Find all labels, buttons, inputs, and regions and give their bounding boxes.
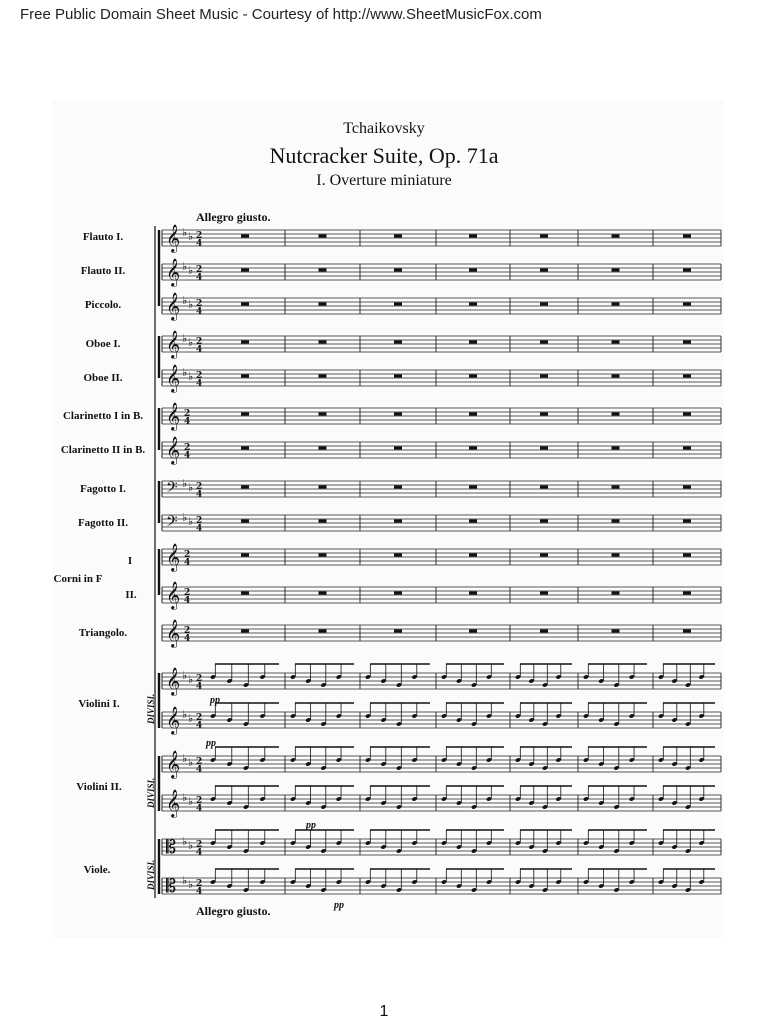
time-signature-denominator: 4: [196, 307, 203, 317]
whole-rest-icon: [469, 630, 477, 633]
flat-icon: ♭: [182, 294, 188, 307]
dynamic-violini-1-a: pp: [210, 695, 220, 706]
whole-rest-icon: [612, 341, 620, 344]
time-signature-numerator: 2: [184, 588, 191, 598]
composer: Tchaikovsky: [343, 120, 425, 137]
whole-rest-icon: [469, 486, 477, 489]
whole-rest-icon: [540, 269, 548, 272]
whole-rest-icon: [683, 341, 691, 344]
treble-clef-icon: 𝄞: [166, 224, 181, 252]
flat-icon: ♭: [182, 511, 188, 524]
whole-rest-icon: [319, 341, 327, 344]
whole-rest-icon: [612, 235, 620, 238]
whole-rest-icon: [540, 447, 548, 450]
whole-rest-icon: [469, 235, 477, 238]
whole-rest-icon: [394, 486, 402, 489]
time-signature-denominator: 4: [184, 558, 191, 568]
time-signature-denominator: 4: [184, 451, 191, 461]
time-signature-denominator: 4: [196, 273, 203, 283]
flat-icon: ♭: [188, 878, 194, 891]
whole-rest-icon: [469, 341, 477, 344]
whole-rest-icon: [394, 269, 402, 272]
time-signature-numerator: 2: [196, 674, 203, 684]
treble-clef-icon: 𝄞: [166, 667, 181, 695]
whole-rest-icon: [540, 554, 548, 557]
instrument-label-clarinetto-1: Clarinetto I in B.: [62, 410, 144, 422]
dynamic-viole-b: pp: [334, 900, 344, 911]
treble-clef-icon: 𝄞: [166, 543, 181, 571]
alto-clef-icon: 𝄡: [166, 876, 177, 897]
whole-rest-icon: [241, 486, 249, 489]
whole-rest-icon: [319, 413, 327, 416]
time-signature-numerator: 2: [196, 796, 203, 806]
flat-icon: ♭: [182, 260, 188, 273]
whole-rest-icon: [540, 520, 548, 523]
whole-rest-icon: [612, 520, 620, 523]
whole-rest-icon: [319, 592, 327, 595]
whole-rest-icon: [612, 413, 620, 416]
whole-rest-icon: [394, 235, 402, 238]
instrument-label-fagotto-1: Fagotto I.: [80, 483, 126, 495]
whole-rest-icon: [540, 413, 548, 416]
whole-rest-icon: [612, 554, 620, 557]
whole-rest-icon: [319, 375, 327, 378]
time-signature-denominator: 4: [196, 379, 203, 389]
whole-rest-icon: [394, 447, 402, 450]
whole-rest-icon: [319, 554, 327, 557]
whole-rest-icon: [394, 592, 402, 595]
whole-rest-icon: [612, 375, 620, 378]
whole-rest-icon: [394, 554, 402, 557]
whole-rest-icon: [241, 447, 249, 450]
treble-clef-icon: 𝄞: [166, 436, 181, 464]
whole-rest-icon: [683, 303, 691, 306]
whole-rest-icon: [469, 447, 477, 450]
flat-icon: ♭: [188, 481, 194, 494]
whole-rest-icon: [241, 413, 249, 416]
flat-icon: ♭: [182, 226, 188, 239]
time-signature-numerator: 2: [196, 482, 203, 492]
instrument-label-clarinetto-2: Clarinetto II in B.: [60, 444, 146, 456]
flat-icon: ♭: [182, 752, 188, 765]
source-header: Free Public Domain Sheet Music - Courtesy of http://www.SheetMusicFox.com: [20, 6, 542, 23]
time-signature-numerator: 2: [196, 265, 203, 275]
instrument-label-corni: Corni in F: [53, 573, 103, 585]
flat-icon: ♭: [182, 477, 188, 490]
whole-rest-icon: [683, 486, 691, 489]
treble-clef-icon: 𝄞: [166, 750, 181, 778]
whole-rest-icon: [319, 447, 327, 450]
flat-icon: ♭: [182, 669, 188, 682]
whole-rest-icon: [241, 303, 249, 306]
whole-rest-icon: [469, 554, 477, 557]
bass-clef-icon: 𝄢: [166, 479, 178, 500]
time-signature-numerator: 2: [196, 299, 203, 309]
whole-rest-icon: [319, 630, 327, 633]
instrument-label-flauto-1: Flauto I.: [82, 231, 124, 243]
whole-rest-icon: [319, 520, 327, 523]
whole-rest-icon: [241, 269, 249, 272]
whole-rest-icon: [683, 520, 691, 523]
treble-clef-icon: 𝄞: [166, 292, 181, 320]
instrument-label-flauto-2: Flauto II.: [80, 265, 126, 277]
whole-rest-icon: [612, 303, 620, 306]
whole-rest-icon: [612, 447, 620, 450]
time-signature-numerator: 2: [196, 879, 203, 889]
treble-clef-icon: 𝄞: [166, 258, 181, 286]
whole-rest-icon: [394, 341, 402, 344]
time-signature-numerator: 2: [196, 371, 203, 381]
time-signature-denominator: 4: [196, 721, 203, 731]
treble-clef-icon: 𝄞: [166, 789, 181, 817]
time-signature-numerator: 2: [196, 757, 203, 767]
time-signature-numerator: 2: [196, 231, 203, 241]
whole-rest-icon: [540, 486, 548, 489]
flat-icon: ♭: [188, 839, 194, 852]
whole-rest-icon: [241, 341, 249, 344]
flat-icon: ♭: [188, 264, 194, 277]
whole-rest-icon: [540, 235, 548, 238]
whole-rest-icon: [683, 413, 691, 416]
instrument-label-oboe-2: Oboe II.: [83, 372, 123, 384]
flat-icon: ♭: [182, 366, 188, 379]
instrument-label-oboe-1: Oboe I.: [85, 338, 121, 350]
instrument-label-fagotto-2: Fagotto II.: [77, 517, 129, 529]
treble-clef-icon: 𝄞: [166, 364, 181, 392]
treble-clef-icon: 𝄞: [166, 581, 181, 609]
whole-rest-icon: [319, 235, 327, 238]
whole-rest-icon: [612, 630, 620, 633]
flat-icon: ♭: [182, 835, 188, 848]
time-signature-denominator: 4: [184, 417, 191, 427]
whole-rest-icon: [612, 486, 620, 489]
whole-rest-icon: [394, 303, 402, 306]
whole-rest-icon: [469, 375, 477, 378]
divisi-label-violini-1: DIVISI.: [146, 693, 156, 724]
time-signature-denominator: 4: [184, 634, 191, 644]
flat-icon: ♭: [188, 756, 194, 769]
instrument-label-violini-2: Violini II.: [76, 781, 122, 793]
dynamic-violini-1-b: pp: [206, 738, 216, 749]
whole-rest-icon: [683, 630, 691, 633]
time-signature-numerator: 2: [196, 840, 203, 850]
tempo-marking-top: Allegro giusto.: [196, 210, 271, 224]
tempo-marking-bottom: Allegro giusto.: [196, 904, 271, 918]
instrument-label-triangolo: Triangolo.: [78, 627, 128, 639]
flat-icon: ♭: [188, 370, 194, 383]
whole-rest-icon: [469, 303, 477, 306]
instrument-label-viole: Viole.: [83, 864, 111, 876]
whole-rest-icon: [241, 520, 249, 523]
time-signature-numerator: 2: [196, 713, 203, 723]
movement-title: I. Overture miniature: [316, 172, 452, 189]
whole-rest-icon: [319, 269, 327, 272]
dynamic-violini-2-b: pp: [306, 820, 316, 831]
whole-rest-icon: [469, 592, 477, 595]
whole-rest-icon: [683, 592, 691, 595]
whole-rest-icon: [683, 554, 691, 557]
time-signature-denominator: 4: [196, 239, 203, 249]
flat-icon: ♭: [182, 708, 188, 721]
page-number: 1: [379, 1003, 389, 1020]
time-signature-denominator: 4: [184, 596, 191, 606]
whole-rest-icon: [683, 375, 691, 378]
flat-icon: ♭: [188, 712, 194, 725]
divisi-label-viole: DIVISI.: [146, 859, 156, 890]
treble-clef-icon: 𝄞: [166, 330, 181, 358]
time-signature-numerator: 2: [196, 516, 203, 526]
whole-rest-icon: [241, 554, 249, 557]
whole-rest-icon: [540, 375, 548, 378]
whole-rest-icon: [612, 592, 620, 595]
time-signature-denominator: 4: [196, 765, 203, 775]
instrument-label-corno-1: I: [127, 555, 133, 567]
time-signature-denominator: 4: [196, 848, 203, 858]
flat-icon: ♭: [182, 874, 188, 887]
time-signature-numerator: 2: [184, 626, 191, 636]
whole-rest-icon: [394, 630, 402, 633]
whole-rest-icon: [683, 269, 691, 272]
whole-rest-icon: [469, 520, 477, 523]
flat-icon: ♭: [188, 673, 194, 686]
whole-rest-icon: [683, 235, 691, 238]
whole-rest-icon: [540, 592, 548, 595]
time-signature-numerator: 2: [184, 409, 191, 419]
time-signature-denominator: 4: [196, 682, 203, 692]
whole-rest-icon: [394, 413, 402, 416]
time-signature-denominator: 4: [196, 887, 203, 897]
whole-rest-icon: [612, 269, 620, 272]
whole-rest-icon: [394, 375, 402, 378]
time-signature-numerator: 2: [184, 443, 191, 453]
flat-icon: ♭: [188, 795, 194, 808]
whole-rest-icon: [319, 303, 327, 306]
time-signature-denominator: 4: [196, 490, 203, 500]
whole-rest-icon: [469, 269, 477, 272]
whole-rest-icon: [394, 520, 402, 523]
instrument-label-piccolo: Piccolo.: [84, 299, 122, 311]
time-signature-denominator: 4: [196, 524, 203, 534]
time-signature-denominator: 4: [196, 804, 203, 814]
whole-rest-icon: [241, 375, 249, 378]
flat-icon: ♭: [188, 230, 194, 243]
flat-icon: ♭: [188, 298, 194, 311]
instrument-label-corno-2: II.: [125, 589, 137, 601]
time-signature-numerator: 2: [196, 337, 203, 347]
divisi-label-violini-2: DIVISI.: [146, 777, 156, 808]
treble-clef-icon: 𝄞: [166, 619, 181, 647]
alto-clef-icon: 𝄡: [166, 837, 177, 858]
flat-icon: ♭: [182, 791, 188, 804]
whole-rest-icon: [540, 303, 548, 306]
whole-rest-icon: [241, 592, 249, 595]
whole-rest-icon: [540, 630, 548, 633]
whole-rest-icon: [469, 413, 477, 416]
instrument-label-violini-1: Violini I.: [78, 698, 120, 710]
flat-icon: ♭: [182, 332, 188, 345]
whole-rest-icon: [540, 341, 548, 344]
bass-clef-icon: 𝄢: [166, 513, 178, 534]
treble-clef-icon: 𝄞: [166, 706, 181, 734]
flat-icon: ♭: [188, 336, 194, 349]
whole-rest-icon: [241, 630, 249, 633]
time-signature-denominator: 4: [196, 345, 203, 355]
treble-clef-icon: 𝄞: [166, 402, 181, 430]
flat-icon: ♭: [188, 515, 194, 528]
score-title: Nutcracker Suite, Op. 71a: [269, 143, 499, 168]
whole-rest-icon: [683, 447, 691, 450]
time-signature-numerator: 2: [184, 550, 191, 560]
whole-rest-icon: [241, 235, 249, 238]
whole-rest-icon: [319, 486, 327, 489]
